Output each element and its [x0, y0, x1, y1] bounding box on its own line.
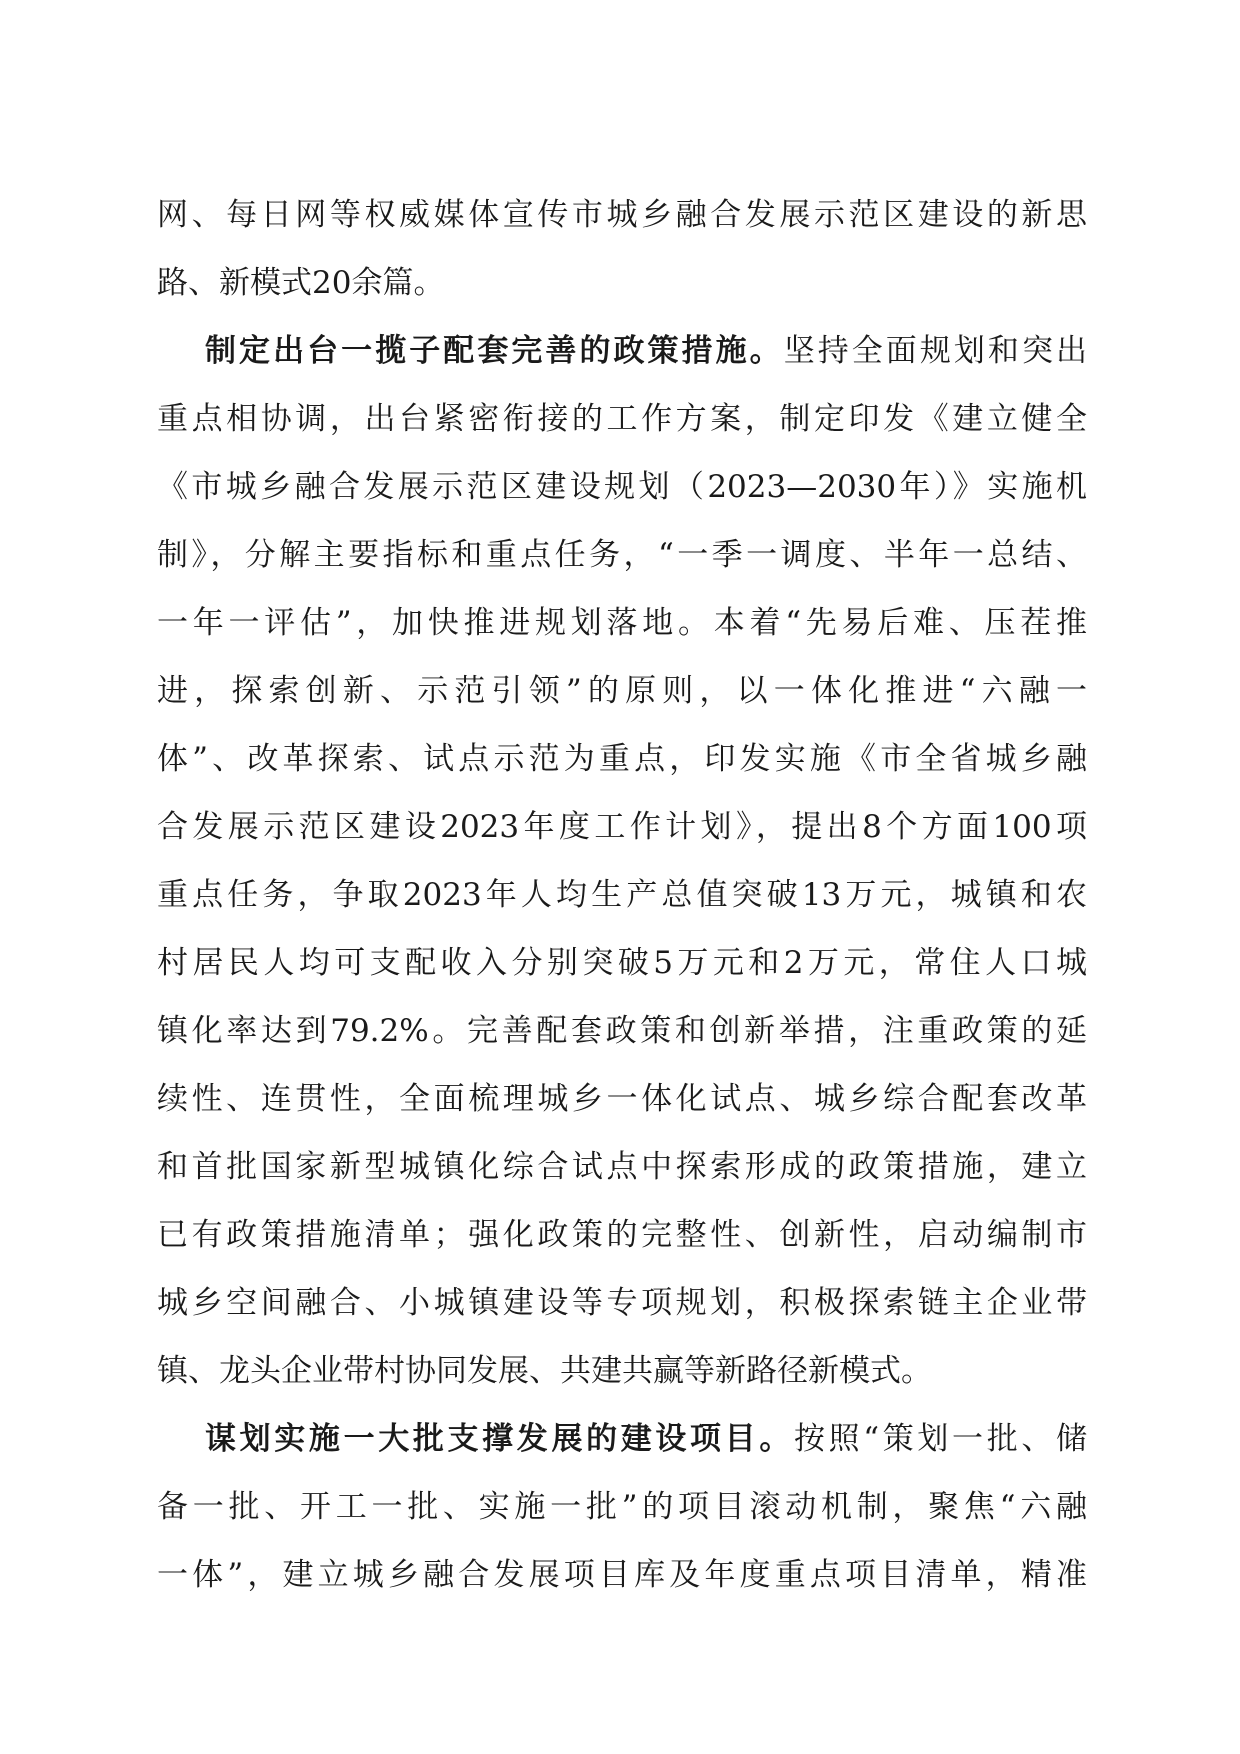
text-line: 路、新模式20余篇。	[157, 265, 445, 301]
text-line: 网、每日网等权威媒体宣传市城乡融合发展示范区建设的新思	[157, 197, 1087, 233]
text-line: 进，探索创新、示范引领”的原则，以一体化推进“六融一	[157, 673, 1087, 709]
text-line: 续性、连贯性，全面梳理城乡一体化试点、城乡综合配套改革	[157, 1081, 1087, 1117]
text-line: 镇、龙头企业带村协同发展、共建共赢等新路径新模式。	[157, 1353, 932, 1389]
text-line: 一年一评估”，加快推进规划落地。本着“先易后难、压茬推	[157, 605, 1087, 641]
text-line: 镇化率达到79.2%。完善配套政策和创新举措，注重政策的延	[157, 1013, 1087, 1049]
text-line: 村居民人均可支配收入分别突破5万元和2万元，常住人口城	[157, 945, 1087, 981]
text-line: 城乡空间融合、小城镇建设等专项规划，积极探索链主企业带	[157, 1285, 1087, 1321]
section-heading-projects: 谋划实施一大批支撑发展的建设项目。	[205, 1421, 794, 1457]
text-line: 一体”，建立城乡融合发展项目库及年度重点项目清单，精准	[157, 1557, 1087, 1593]
text-line: 《市城乡融合发展示范区建设规划（2023—2030年）》实施机	[157, 469, 1087, 505]
section-heading-policy: 制定出台一揽子配套完善的政策措施。	[205, 333, 784, 369]
text-line: 已有政策措施清单；强化政策的完整性、创新性，启动编制市	[157, 1217, 1087, 1253]
section-heading-line: 谋划实施一大批支撑发展的建设项目。按照“策划一批、储	[205, 1421, 1087, 1457]
text-line: 体”、改革探索、试点示范为重点，印发实施《市全省城乡融	[157, 741, 1087, 777]
text-line: 合发展示范区建设2023年度工作计划》，提出8个方面100项	[157, 809, 1087, 845]
text-line: 和首批国家新型城镇化综合试点中探索形成的政策措施，建立	[157, 1149, 1087, 1185]
text-line: 制》，分解主要指标和重点任务，“一季一调度、半年一总结、	[157, 537, 1087, 573]
text-line: 重点任务，争取2023年人均生产总值突破13万元，城镇和农	[157, 877, 1087, 913]
text-line: 备一批、开工一批、实施一批”的项目滚动机制，聚焦“六融	[157, 1489, 1087, 1525]
text-line: 重点相协调，出台紧密衔接的工作方案，制定印发《建立健全	[157, 401, 1087, 437]
section-heading-line: 制定出台一揽子配套完善的政策措施。坚持全面规划和突出	[205, 333, 1087, 369]
